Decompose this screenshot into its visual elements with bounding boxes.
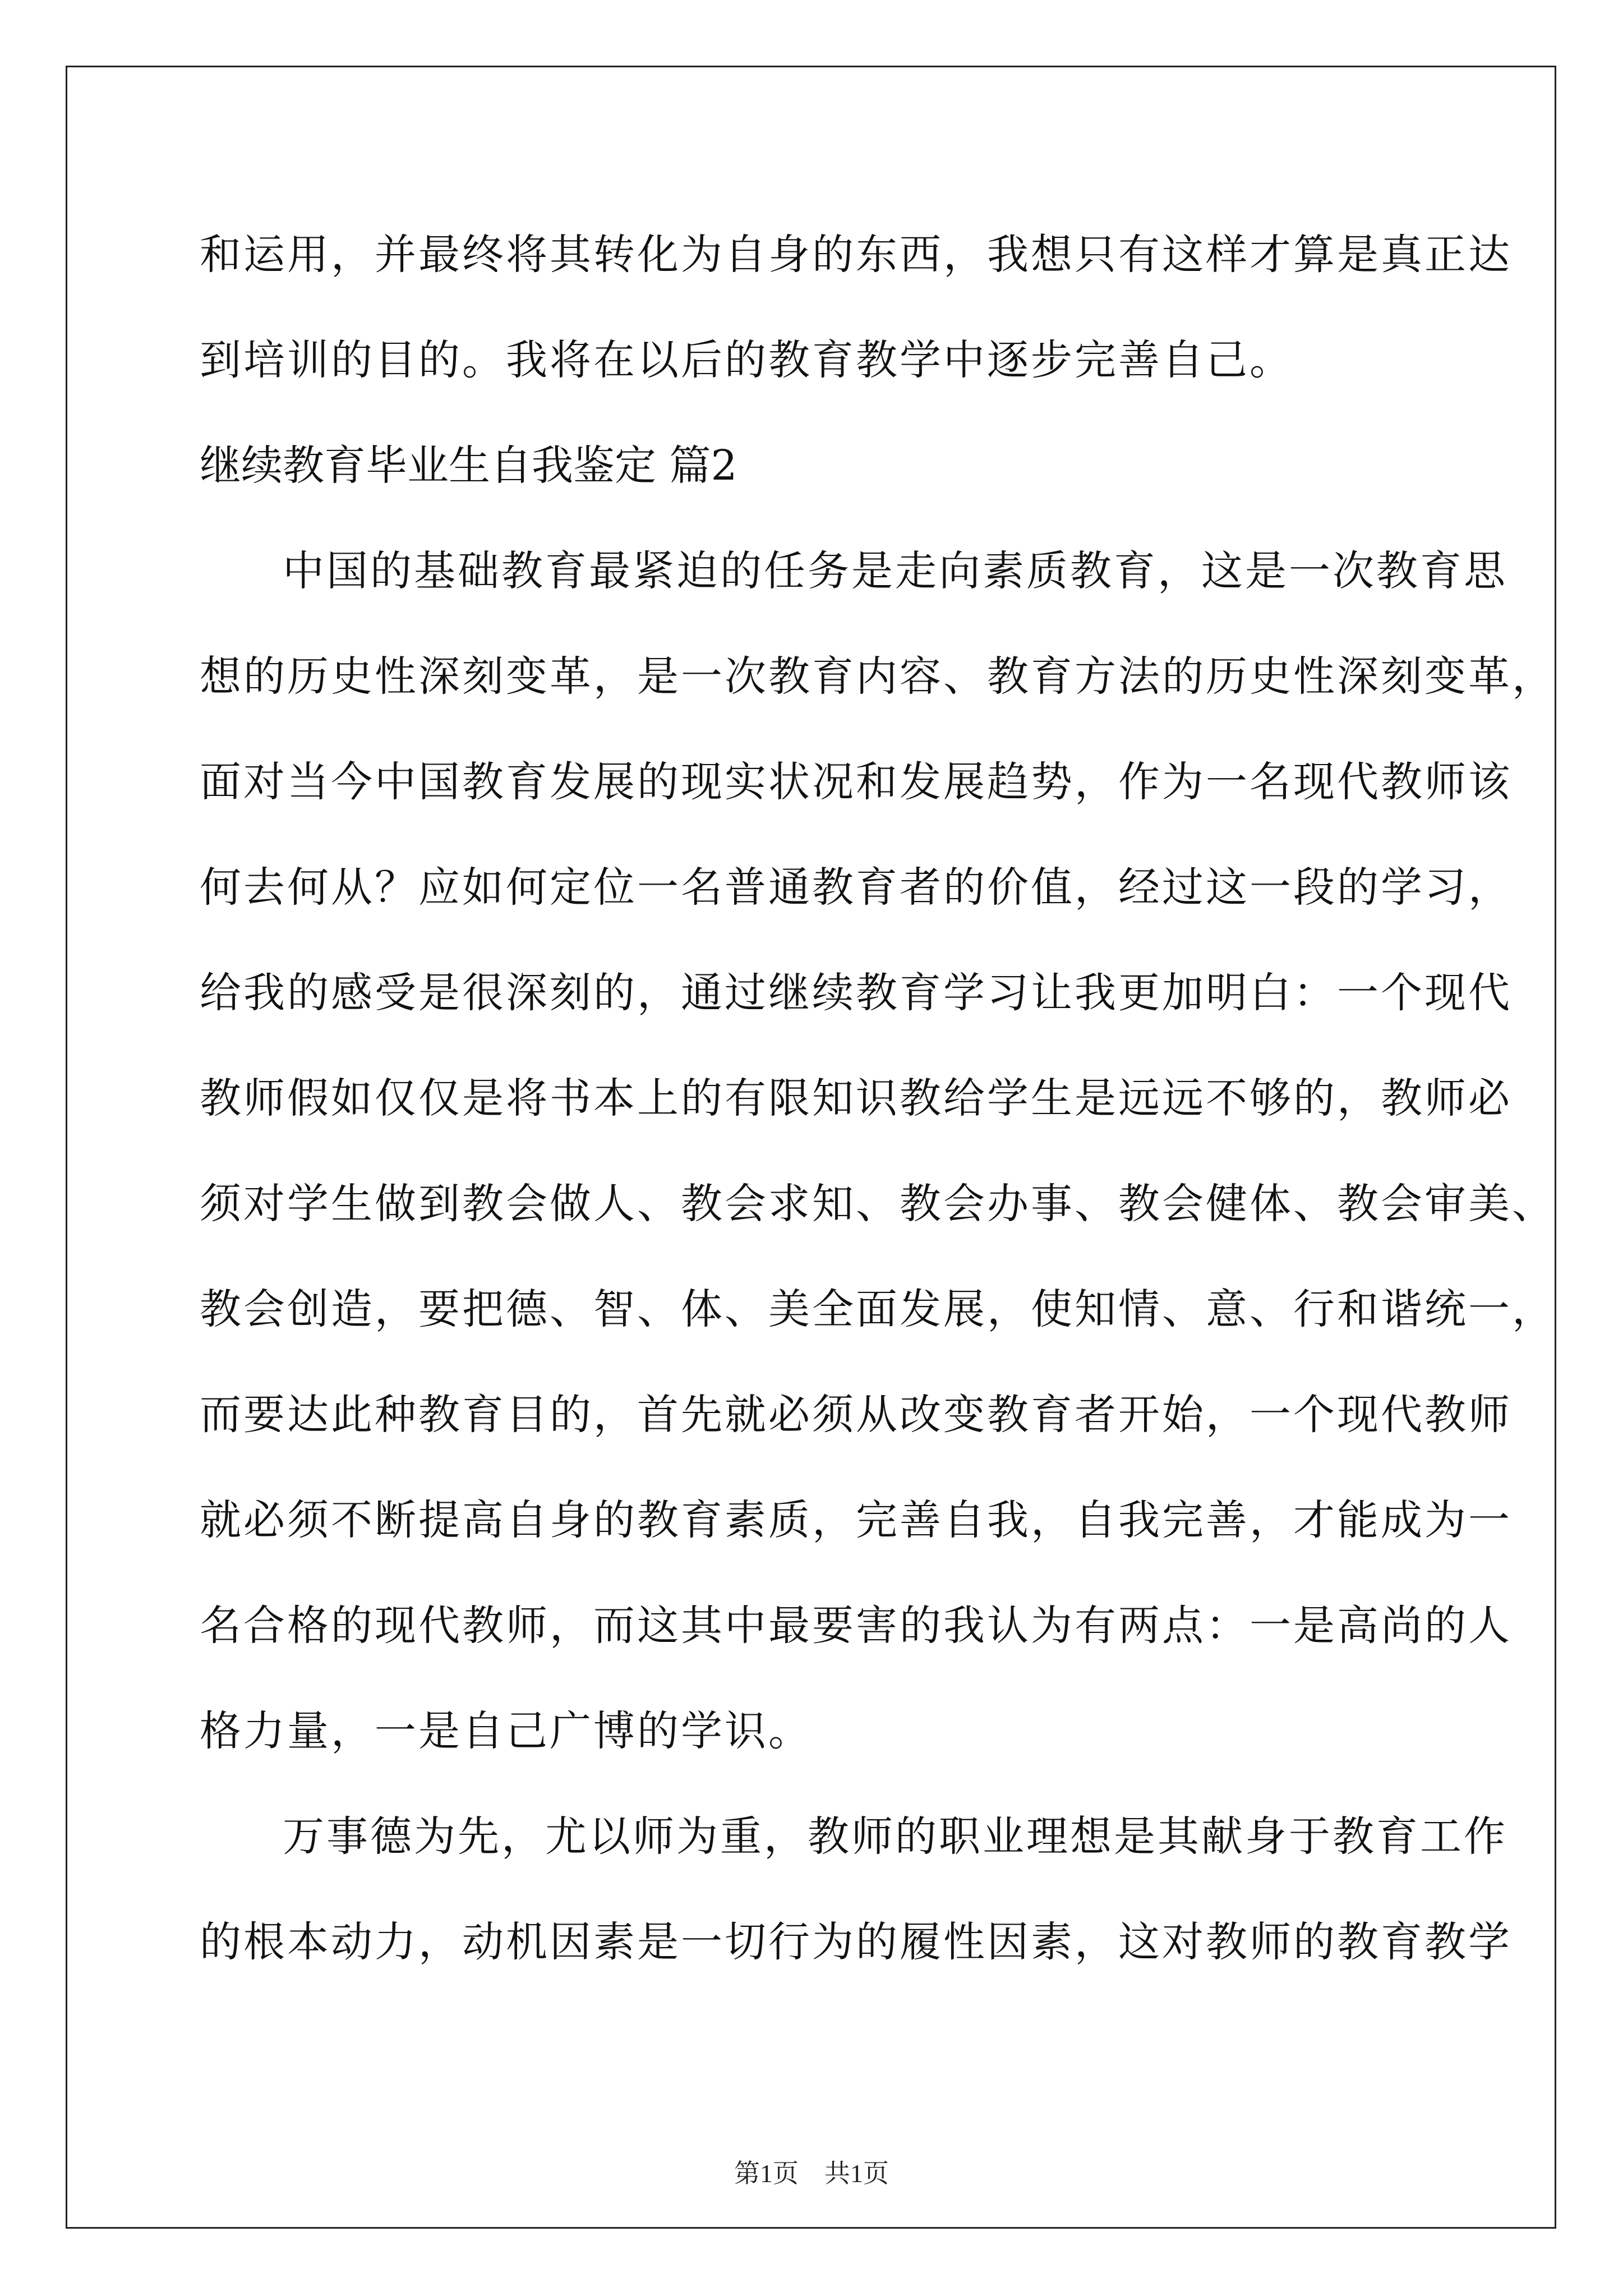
text-line: 万事德为先，尤以师为重，教师的职业理想是其献身于教育工作	[283, 1812, 1507, 1861]
text-line: 和运用，并最终将其转化为自身的东西，我想只有这样才算是真正达	[200, 231, 1512, 279]
text-line: 而要达此种教育目的，首先就必须从改变教育者开始，一个现代教师	[200, 1391, 1512, 1439]
text-line: 中国的基础教育最紧迫的任务是走向素质教育，这是一次教育思	[283, 547, 1507, 595]
text-line: 就必须不断提高自身的教育素质，完善自我，自我完善，才能成为一	[200, 1496, 1512, 1544]
text-line: 面对当今中国教育发展的现实状况和发展趋势，作为一名现代教师该	[200, 758, 1512, 806]
text-line: 名合格的现代教师，而这其中最要害的我认为有两点：一是高尚的人	[200, 1602, 1512, 1650]
section-title: 继续教育毕业生自我鉴定 篇2	[200, 441, 737, 490]
text-line: 的根本动力，动机因素是一切行为的履性因素，这对教师的教育教学	[200, 1918, 1512, 1966]
text-line: 须对学生做到教会做人、教会求知、教会办事、教会健体、教会审美、	[200, 1180, 1556, 1228]
text-line: 格力量，一是自己广博的学识。	[200, 1707, 812, 1755]
text-line: 何去何从？应如何定位一名普通教育者的价值，经过这一段的学习，	[200, 863, 1512, 912]
text-line: 教师假如仅仅是将书本上的有限知识教给学生是远远不够的，教师必	[200, 1074, 1512, 1122]
page-footer: 第1页 共1页	[734, 2159, 889, 2188]
text-line: 到培训的目的。我将在以后的教育教学中逐步完善自己。	[200, 336, 1293, 384]
text-line: 教会创造，要把德、智、体、美全面发展，使知情、意、行和谐统一，	[200, 1285, 1556, 1333]
text-line: 给我的感受是很深刻的，通过继续教育学习让我更加明白：一个现代	[200, 969, 1512, 1017]
document-body	[200, 202, 1556, 1995]
text-line: 想的历史性深刻变革，是一次教育内容、教育方法的历史性深刻变革，	[200, 652, 1556, 701]
